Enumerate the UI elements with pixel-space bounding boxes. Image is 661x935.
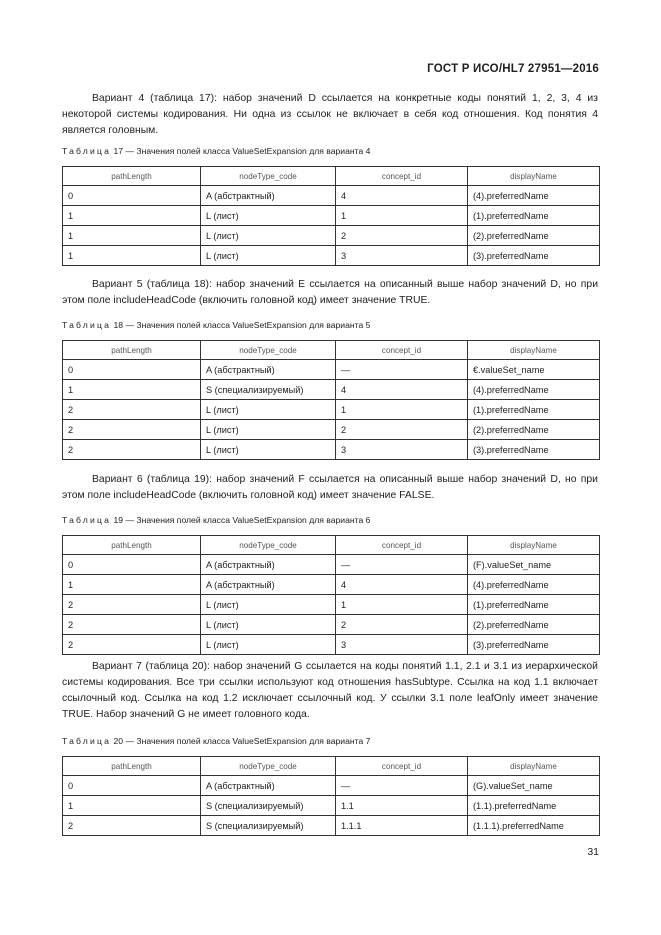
column-header: nodeType_code	[201, 167, 336, 186]
table-cell: (2).preferredName	[468, 420, 600, 440]
table-cell: L (лист)	[201, 440, 336, 460]
table-cell: 2	[63, 816, 201, 836]
table-row	[63, 796, 600, 816]
table-cell: A (абстрактный)	[201, 575, 336, 595]
table-cell: 2	[63, 400, 201, 420]
document-header-id: ГОСТ Р ИСО/HL7 27951—2016	[427, 63, 599, 75]
table-cell: 2	[63, 615, 201, 635]
table-row	[63, 186, 600, 206]
column-header: displayName	[468, 757, 600, 776]
table-cell: 0	[63, 776, 201, 796]
table-cell: (4).preferredName	[468, 186, 600, 206]
table-cell: —	[336, 776, 468, 796]
table-cell: S (специализируемый)	[201, 380, 336, 400]
table-cell: 1	[63, 796, 201, 816]
table-cell: (2).preferredName	[468, 615, 600, 635]
table-row	[63, 575, 600, 595]
paragraph-text: Вариант 6 (таблица 19): набор значений F ссылается на описанный выше набор значений D, но при этом поле includeHeadCode (включить головной код) имеет значение FALSE.	[62, 474, 598, 501]
table-cell: A (абстрактный)	[201, 776, 336, 796]
table-cell: 2	[63, 420, 201, 440]
table-cell: 2	[63, 635, 201, 655]
table-cell: (F).valueSet_name	[468, 555, 600, 575]
column-header: displayName	[468, 167, 600, 186]
table-cell: L (лист)	[201, 206, 336, 226]
column-header: displayName	[468, 536, 600, 555]
table-cell: A (абстрактный)	[201, 555, 336, 575]
table-cell: 0	[63, 186, 201, 206]
table-row	[63, 226, 600, 246]
page-number: 31	[587, 846, 599, 858]
table-cell: S (специализируемый)	[201, 816, 336, 836]
table-cell: 2	[336, 420, 468, 440]
paragraph-text: Вариант 5 (таблица 18): набор значений E ссылается на описанный выше набор значений D, но при этом поле includeHeadCode (включить головной код) имеет значение TRUE.	[62, 279, 598, 306]
table-cell: 2	[336, 615, 468, 635]
table-row	[63, 420, 600, 440]
table-cell: 0	[63, 360, 201, 380]
table-cell: 1	[336, 400, 468, 420]
table-cell: L (лист)	[201, 226, 336, 246]
table-17	[62, 166, 600, 266]
paragraph-text: Вариант 7 (таблица 20): набор значений G ссылается на коды понятий 1.1, 2.1 и 3.1 из иерархической системы кодирования. Все три ссылки используют код отношения hasSubtype. Ссылка на код 1.1 включает ссылочный код. Ссылка на код 1.2 исключает ссылочный код. У ссылки 3.1 поле leafOnly имеет значение TRUE. Набор значений G не имеет головного кода.	[62, 661, 598, 720]
table-cell: 4	[336, 380, 468, 400]
table-caption-18	[62, 320, 370, 330]
table-cell: 1	[63, 380, 201, 400]
table-cell: 1	[336, 206, 468, 226]
table-cell: (3).preferredName	[468, 635, 600, 655]
table-row	[63, 615, 600, 635]
table-label: Таблица	[62, 515, 112, 525]
table-cell: 2	[336, 226, 468, 246]
table-caption-text: 18 — Значения полей класса ValueSetExpansion для варианта 5	[113, 320, 371, 330]
column-header: displayName	[468, 341, 600, 360]
paragraph-variant-6	[62, 472, 598, 504]
table-cell: (4).preferredName	[468, 575, 600, 595]
table-cell: L (лист)	[201, 635, 336, 655]
table-cell: (2).preferredName	[468, 226, 600, 246]
table-row	[63, 206, 600, 226]
table-cell: €.valueSet_name	[468, 360, 600, 380]
table-cell: (1).preferredName	[468, 400, 600, 420]
table-cell: —	[336, 360, 468, 380]
column-header: pathLength	[63, 167, 201, 186]
table-cell: 1	[63, 575, 201, 595]
table-cell: 1	[63, 246, 201, 266]
table-cell: L (лист)	[201, 246, 336, 266]
table-cell: L (лист)	[201, 420, 336, 440]
table-row	[63, 246, 600, 266]
table-cell: 4	[336, 575, 468, 595]
table-row	[63, 400, 600, 420]
table-cell: (1.1).preferredName	[468, 796, 600, 816]
table-cell: 3	[336, 440, 468, 460]
table-caption-text: 19 — Значения полей класса ValueSetExpansion для варианта 6	[113, 515, 371, 525]
paragraph-variant-4	[62, 91, 598, 139]
table-cell: S (специализируемый)	[201, 796, 336, 816]
table-cell: 3	[336, 635, 468, 655]
table-row	[63, 595, 600, 615]
table-cell: (1).preferredName	[468, 595, 600, 615]
table-cell: —	[336, 555, 468, 575]
column-header: pathLength	[63, 341, 201, 360]
table-cell: L (лист)	[201, 400, 336, 420]
table-cell: 1.1.1	[336, 816, 468, 836]
table-cell: 2	[63, 595, 201, 615]
table-cell: A (абстрактный)	[201, 186, 336, 206]
table-cell: 1.1	[336, 796, 468, 816]
table-cell: L (лист)	[201, 615, 336, 635]
table-cell: 1	[336, 595, 468, 615]
table-cell: (3).preferredName	[468, 246, 600, 266]
table-cell: 1	[63, 226, 201, 246]
table-header-row	[63, 167, 600, 186]
table-cell: 4	[336, 186, 468, 206]
table-cell: (1).preferredName	[468, 206, 600, 226]
table-cell: 3	[336, 246, 468, 266]
table-cell: L (лист)	[201, 595, 336, 615]
table-row	[63, 555, 600, 575]
table-20	[62, 756, 600, 836]
table-cell: 0	[63, 555, 201, 575]
column-header: concept_id	[336, 757, 468, 776]
table-row	[63, 635, 600, 655]
paragraph-text: Вариант 4 (таблица 17): набор значений D ссылается на конкретные коды понятий 1, 2, 3, 4 из некоторой системы кодирования. Ни одна из ссылок не включает в себя код отношения. Код понятия 4 является головным.	[62, 93, 598, 136]
paragraph-variant-5	[62, 277, 598, 309]
column-header: nodeType_code	[201, 536, 336, 555]
table-row	[63, 380, 600, 400]
table-label: Таблица	[62, 146, 112, 156]
table-row	[63, 360, 600, 380]
column-header: concept_id	[336, 536, 468, 555]
table-header-row	[63, 341, 600, 360]
table-cell: 1	[63, 206, 201, 226]
table-19	[62, 535, 600, 655]
table-row	[63, 816, 600, 836]
table-caption-text: 20 — Значения полей класса ValueSetExpansion для варианта 7	[113, 736, 371, 746]
table-header-row	[63, 757, 600, 776]
table-cell: A (абстрактный)	[201, 360, 336, 380]
table-row	[63, 440, 600, 460]
table-18	[62, 340, 600, 460]
table-caption-19	[62, 515, 370, 525]
table-caption-text: 17 — Значения полей класса ValueSetExpansion для варианта 4	[113, 146, 371, 156]
paragraph-variant-7	[62, 659, 598, 723]
column-header: pathLength	[63, 536, 201, 555]
table-label: Таблица	[62, 320, 112, 330]
table-row	[63, 776, 600, 796]
column-header: nodeType_code	[201, 757, 336, 776]
column-header: concept_id	[336, 167, 468, 186]
column-header: pathLength	[63, 757, 201, 776]
table-cell: (G).valueSet_name	[468, 776, 600, 796]
table-label: Таблица	[62, 736, 112, 746]
column-header: nodeType_code	[201, 341, 336, 360]
table-caption-17	[62, 146, 370, 156]
table-caption-20	[62, 736, 370, 746]
table-header-row	[63, 536, 600, 555]
table-cell: (1.1.1).preferredName	[468, 816, 600, 836]
table-cell: 2	[63, 440, 201, 460]
column-header: concept_id	[336, 341, 468, 360]
table-cell: (3).preferredName	[468, 440, 600, 460]
table-cell: (4).preferredName	[468, 380, 600, 400]
